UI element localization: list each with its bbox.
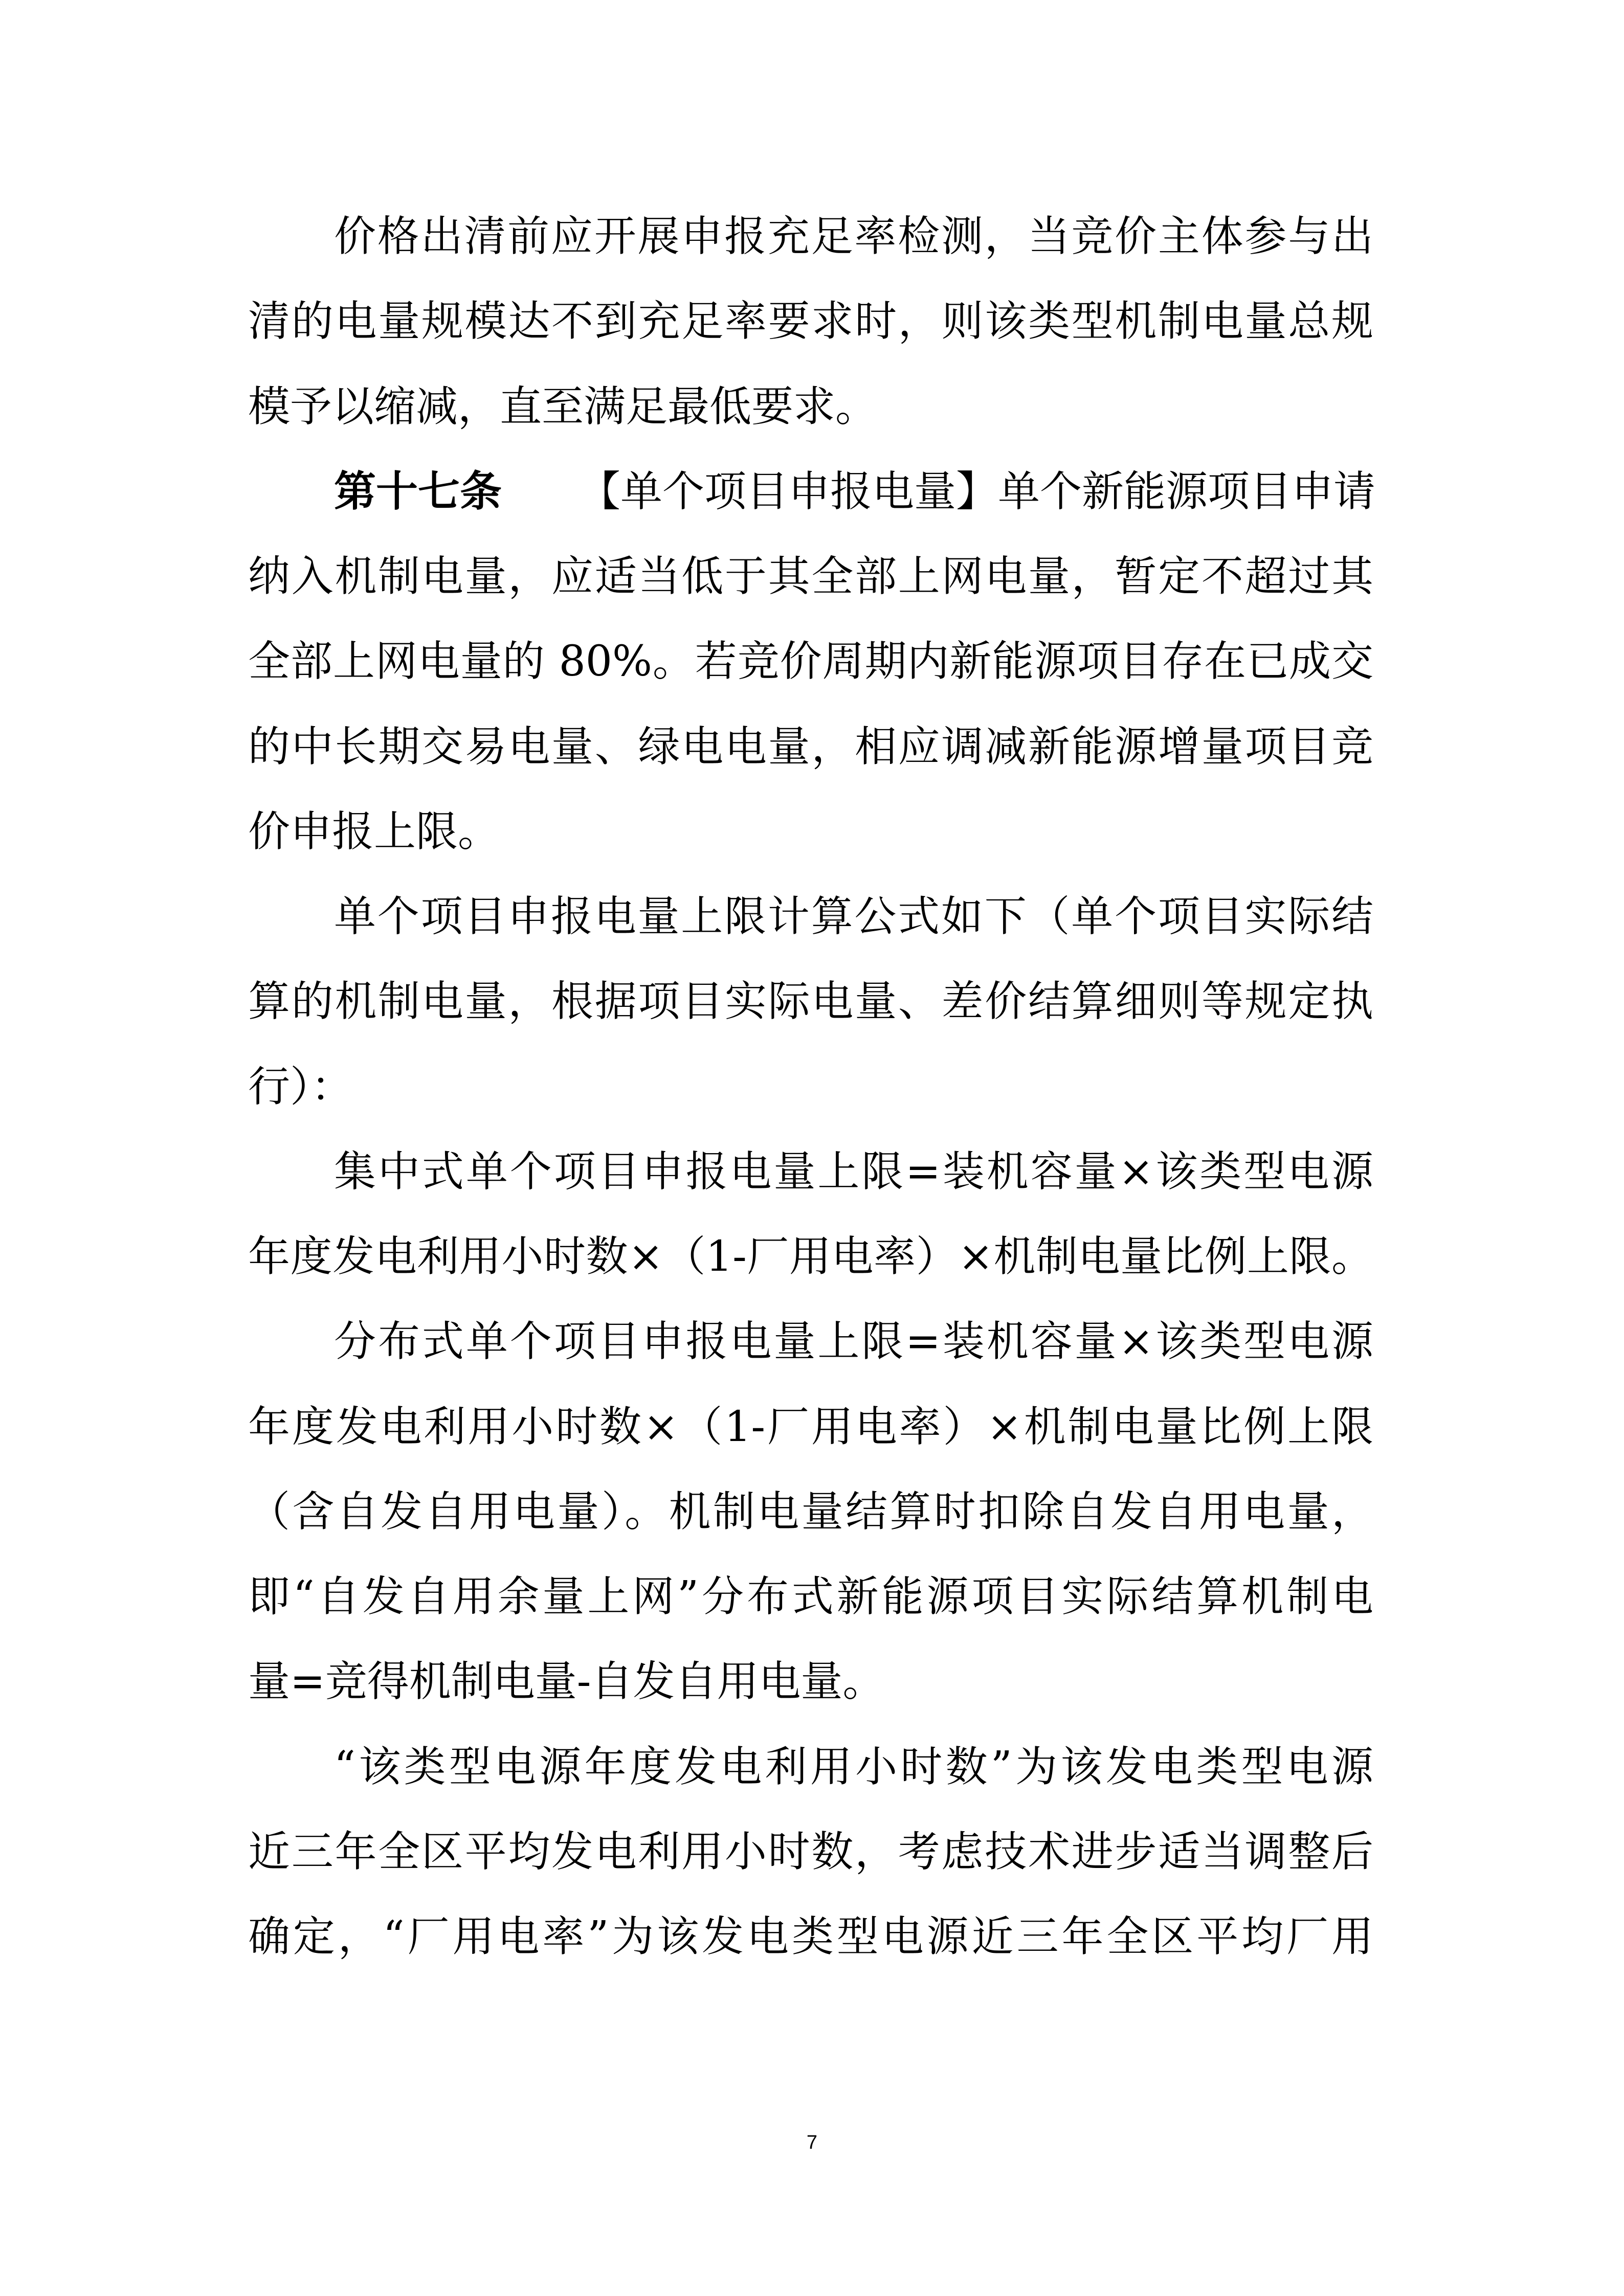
text-line: 全部上网电量的 80%。若竞价周期内新能源项目存在已成交 bbox=[248, 637, 1373, 686]
article-17 bbox=[248, 457, 1376, 882]
text-line: （含自发自用电量）。机制电量结算时扣除自发自用电量， bbox=[248, 1487, 1373, 1536]
text-line: 近三年全区平均发电利用小时数，考虑技术进步适当调整后 bbox=[248, 1827, 1373, 1876]
text-line: 纳入机制电量，应适当低于其全部上网电量，暂定不超过其 bbox=[248, 552, 1373, 601]
article-text-start: 单个新能源项目申请 bbox=[998, 467, 1376, 516]
paragraph-formula-intro bbox=[248, 882, 1373, 1137]
article-title: 【单个项目申报电量】 bbox=[579, 467, 998, 516]
text-line: 确定，“厂用电率”为该发电类型电源近三年全区平均厂用 bbox=[248, 1912, 1373, 1961]
text-line: 模予以缩减，直至满足最低要求。 bbox=[248, 382, 878, 431]
text-line: 价格出清前应开展申报充足率检测，当竞价主体参与出 bbox=[334, 212, 1373, 261]
document-body bbox=[248, 202, 1376, 1987]
text-line: 清的电量规模达不到充足率要求时，则该类型机制电量总规 bbox=[248, 297, 1373, 346]
paragraph-definitions bbox=[248, 1732, 1373, 1988]
text-line: 价申报上限。 bbox=[248, 807, 500, 856]
paragraph-price-clearing bbox=[248, 202, 1373, 457]
text-line: 量=竞得机制电量-自发自用电量。 bbox=[248, 1657, 885, 1706]
text-line: 即“自发自用余量上网”分布式新能源项目实际结算机制电 bbox=[248, 1572, 1373, 1621]
text-line: 的中长期交易电量、绿电电量，相应调减新能源增量项目竞 bbox=[248, 722, 1373, 771]
paragraph-centralized-formula bbox=[248, 1137, 1373, 1308]
text-line: 集中式单个项目申报电量上限=装机容量×该类型电源 bbox=[334, 1147, 1373, 1196]
page-number: 7 bbox=[806, 2132, 818, 2153]
article-first-line bbox=[248, 457, 1376, 542]
text-line: 单个项目申报电量上限计算公式如下（单个项目实际结 bbox=[334, 892, 1373, 941]
text-line: 年度发电利用小时数×（1-厂用电率）×机制电量比例上限。 bbox=[248, 1232, 1373, 1281]
paragraph-distributed-formula bbox=[248, 1307, 1373, 1732]
text-line: 算的机制电量，根据项目实际电量、差价结算细则等规定执 bbox=[248, 977, 1373, 1026]
text-line: 年度发电利用小时数×（1-厂用电率）×机制电量比例上限 bbox=[248, 1402, 1373, 1451]
text-line: 分布式单个项目申报电量上限=装机容量×该类型电源 bbox=[334, 1317, 1373, 1366]
text-line: 行）： bbox=[248, 1062, 353, 1111]
article-heading: 第十七条 bbox=[334, 467, 502, 516]
text-line: “该类型电源年度发电利用小时数”为该发电类型电源 bbox=[334, 1742, 1373, 1791]
